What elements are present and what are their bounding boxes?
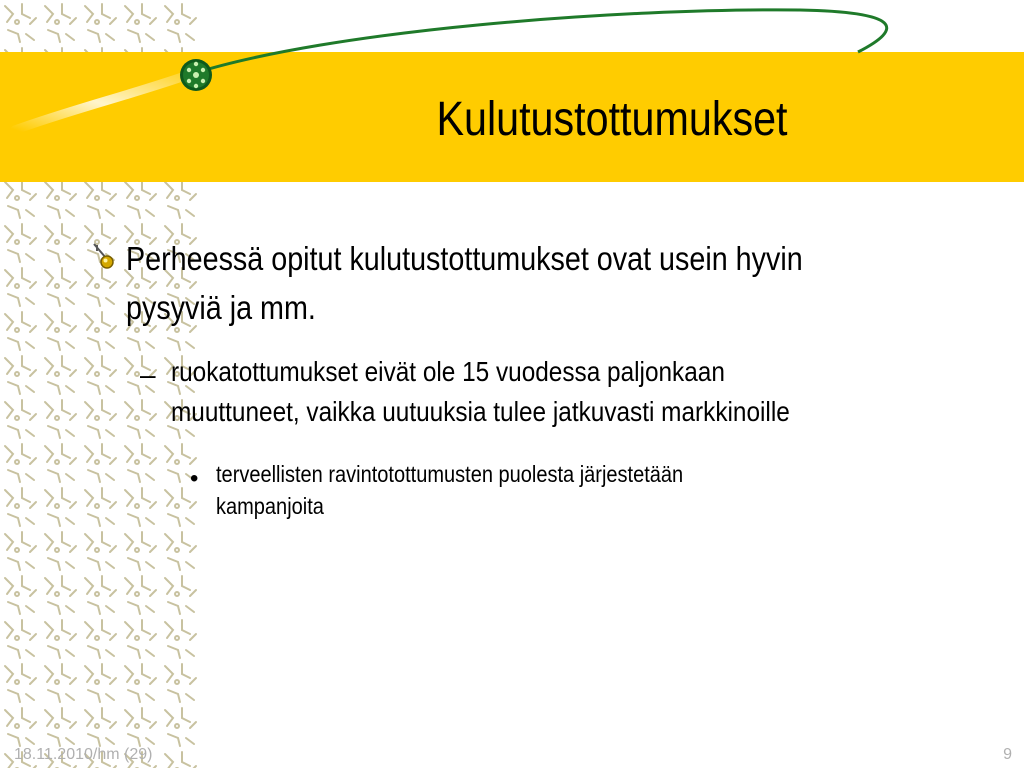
bullet-level2-line2: muuttuneet, vaikka uutuuksia tulee jatkuvasti markkinoille (171, 396, 790, 427)
pointing-arrow-gold-bullet-icon (90, 242, 120, 272)
bullet-level1-text (126, 234, 900, 332)
bullet-level2-text (171, 352, 790, 432)
white-streak (15, 76, 185, 130)
slide-title: Kulutustottumukset (436, 93, 788, 146)
bullet-level2-line1: ruokatottumukset eivät ole 15 vuodessa paljonkaan (171, 356, 725, 387)
bullet-level3-line2: kampanjoita (216, 493, 324, 519)
footer-date-author: 18.11.2010/hm (29) (14, 746, 153, 763)
green-molecule-globe-icon (180, 59, 212, 91)
green-arc (192, 10, 887, 74)
bullet-level3-line1: terveellisten ravintotottumusten puolesta järjestetään (216, 461, 684, 487)
bullet-level3-text (216, 458, 683, 522)
bullet-level2-marker: – (140, 359, 156, 390)
slide-number: 9 (1003, 746, 1012, 763)
bullet-level3-marker: • (190, 465, 199, 492)
bullet-level1-line1: Perheessä opitut kulutustottumukset ovat usein hyvin (126, 240, 803, 277)
bullet-level1-line2: pysyviä ja mm. (126, 289, 316, 326)
